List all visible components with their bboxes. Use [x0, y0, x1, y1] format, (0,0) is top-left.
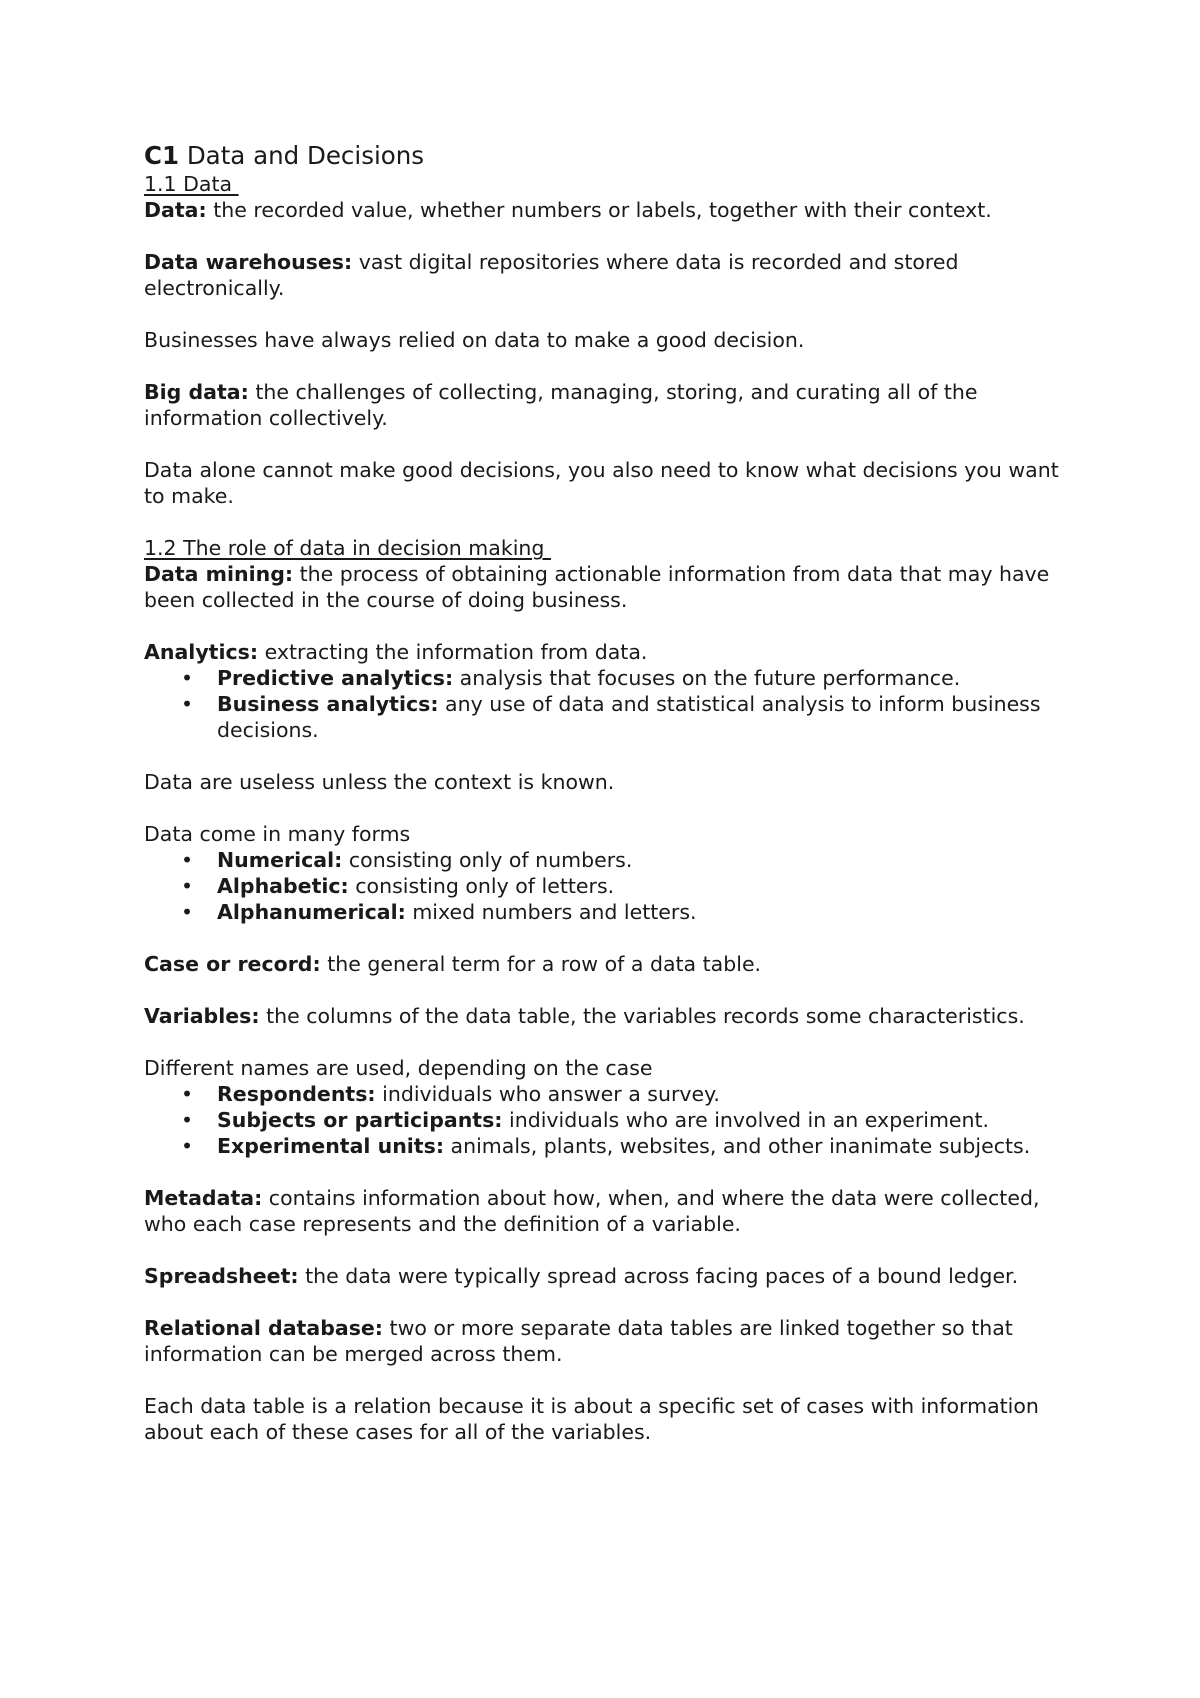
term-metadata: Metadata:	[144, 1186, 263, 1210]
definition-data-text: the recorded value, whether numbers or labels, together with their context.	[206, 198, 992, 222]
term-relational-database: Relational database:	[144, 1316, 384, 1340]
bullet-icon: •	[181, 692, 194, 716]
list-item-term: Alphanumerical:	[217, 900, 406, 924]
definition-big-data-text: the challenges of collecting, managing, storing, and curating all of the information collectively.	[144, 380, 978, 430]
list-item-text: individuals who answer a survey.	[375, 1082, 720, 1106]
definition-analytics-text: extracting the information from data.	[258, 640, 648, 664]
bullet-icon: •	[181, 1134, 194, 1158]
list-item	[144, 1107, 1084, 1133]
list-item-term: Business analytics:	[217, 692, 439, 716]
title-text: Data and Decisions	[179, 141, 425, 170]
definition-data-warehouses-text: vast digital repositories where data is recorded and stored electronically.	[144, 250, 959, 300]
bullet-icon: •	[181, 848, 194, 872]
list-item	[144, 873, 1084, 899]
list-item-term: Numerical:	[217, 848, 343, 872]
term-case-or-record: Case or record:	[144, 952, 321, 976]
document-title	[144, 141, 1084, 171]
bullet-icon: •	[181, 1082, 194, 1106]
list-item-term: Alphabetic:	[217, 874, 349, 898]
list-item	[144, 1133, 1084, 1159]
definition-relational-database-text: two or more separate data tables are linked together so that information can be merged across them.	[144, 1316, 1013, 1366]
definition-data-warehouses	[144, 249, 1084, 301]
title-code: C1	[144, 141, 180, 170]
definition-metadata-text: contains information about how, when, and where the data were collected, who each case represents and the definition of a variable.	[144, 1186, 1040, 1236]
analytics-list	[144, 665, 1084, 743]
list-item-text: animals, plants, websites, and other inanimate subjects.	[444, 1134, 1031, 1158]
term-analytics: Analytics:	[144, 640, 259, 664]
section-heading-1-1: 1.1 Data	[144, 172, 239, 196]
list-item-text: any use of data and statistical analysis to inform business decisions.	[217, 692, 1041, 742]
definition-spreadsheet-text: the data were typically spread across facing paces of a bound ledger.	[298, 1264, 1019, 1288]
definition-spreadsheet	[144, 1263, 1084, 1289]
definition-case-or-record-text: the general term for a row of a data table.	[320, 952, 762, 976]
term-data: Data:	[144, 198, 207, 222]
definition-variables-text: the columns of the data table, the variables records some characteristics.	[259, 1004, 1025, 1028]
list-item-text: consisting only of letters.	[348, 874, 615, 898]
bullet-icon: •	[181, 1108, 194, 1132]
paragraph-data-useless: Data are useless unless the context is known.	[144, 770, 615, 794]
list-item-text: consisting only of numbers.	[342, 848, 633, 872]
list-item	[144, 899, 1084, 925]
definition-case-or-record	[144, 951, 1084, 977]
list-item-text: mixed numbers and letters.	[405, 900, 697, 924]
paragraph-businesses: Businesses have always relied on data to make a good decision.	[144, 328, 805, 352]
paragraph-different-names: Different names are used, depending on the case	[144, 1056, 653, 1080]
forms-list	[144, 847, 1084, 925]
list-item-text: analysis that focuses on the future performance.	[453, 666, 961, 690]
term-big-data: Big data:	[144, 380, 249, 404]
list-item	[144, 1081, 1084, 1107]
list-item-term: Predictive analytics:	[217, 666, 454, 690]
paragraph-data-alone: Data alone cannot make good decisions, you also need to know what decisions you want to make.	[144, 458, 1059, 508]
names-list	[144, 1081, 1084, 1159]
list-item-text: individuals who are involved in an experiment.	[502, 1108, 990, 1132]
definition-data	[144, 197, 1084, 223]
term-variables: Variables:	[144, 1004, 260, 1028]
definition-relational-database	[144, 1315, 1084, 1367]
section-heading-1-2: 1.2 The role of data in decision making	[144, 536, 551, 560]
definition-analytics	[144, 639, 1084, 665]
list-item	[144, 847, 1084, 873]
list-item	[144, 665, 1084, 691]
definition-data-mining-text: the process of obtaining actionable information from data that may have been collected in the course of doing business.	[144, 562, 1050, 612]
definition-metadata	[144, 1185, 1084, 1237]
bullet-icon: •	[181, 874, 194, 898]
definition-variables	[144, 1003, 1084, 1029]
term-data-mining: Data mining:	[144, 562, 294, 586]
list-item-term: Subjects or participants:	[217, 1108, 503, 1132]
list-item-term: Respondents:	[217, 1082, 376, 1106]
term-data-warehouses: Data warehouses:	[144, 250, 353, 274]
bullet-icon: •	[181, 900, 194, 924]
paragraph-data-forms: Data come in many forms	[144, 822, 411, 846]
list-item-term: Experimental units:	[217, 1134, 445, 1158]
bullet-icon: •	[181, 666, 194, 690]
term-spreadsheet: Spreadsheet:	[144, 1264, 299, 1288]
document-page	[144, 141, 1084, 1445]
paragraph-relation: Each data table is a relation because it is about a specific set of cases with information about each of these cases for all of the variables.	[144, 1394, 1039, 1444]
list-item	[144, 691, 1084, 743]
definition-big-data	[144, 379, 1084, 431]
definition-data-mining	[144, 561, 1084, 613]
